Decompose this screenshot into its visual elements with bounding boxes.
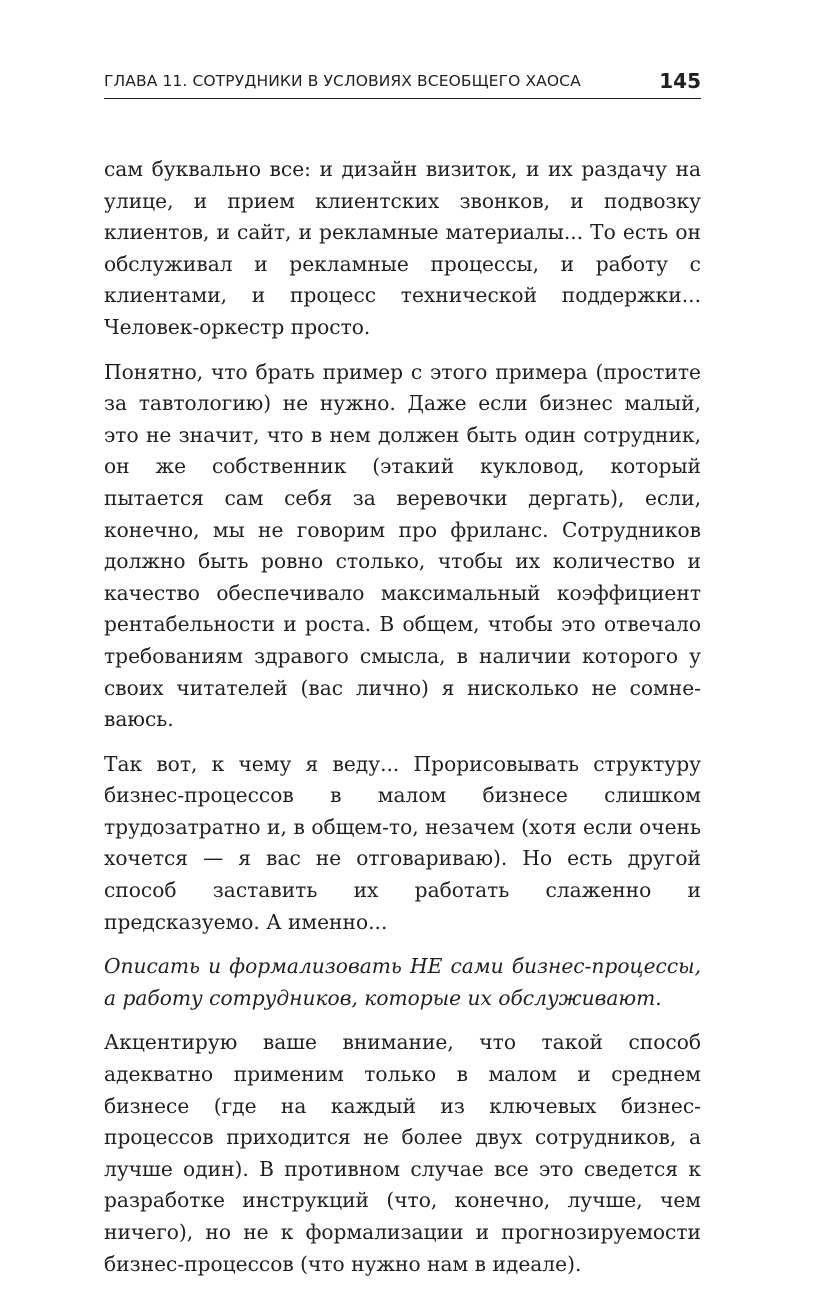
paragraph-3: Так вот, к чему я веду... Прорисовывать структуру бизнес-процессов в малом бизнесе слишком трудозатратно и, в общем-то, незачем (хотя если очень хочется — я вас не отговариваю). Но есть другой способ заставить их работать слаженно и предсказуемо. А именно...	[104, 751, 701, 934]
body-text	[104, 154, 701, 1293]
paragraph-2: Понятно, что брать пример с этого примера (простите за тавтологию) не нужно. Даже если бизнес малый, это не значит, что в нем должен быть один сотрудник, он же собственник (этакий кукловод, который пытается сам себя за веревочки дергать), если, конечно, мы не говорим про фриланс. Сотрудников должно быть ровно столько, чтобы их количество и качество обеспечивало максимальный коэффициент рентабельности и роста. В общем, чтобы это отвечало требованиям здравого смысла, в наличии которого у своих читателей (вас лично) я нисколько не сомневаюсь.	[104, 359, 701, 732]
paragraph-5: Акцентирую ваше внимание, что такой способ адекватно применим только в малом и среднем бизнесе (где на каждый из ключевых бизнес-процессов приходится не более двух сотрудников, а лучше один). В противном случае все это сведется к разработке инструкций (что, конечно, лучше, чем ничего), но не к формализации и прогнозируемости бизнес-процессов (что нужно нам в идеале).	[104, 1030, 701, 1276]
paragraph-1: сам буквально все: и дизайн визиток, и их раздачу на улице, и прием клиентских звонков, и подвозку клиентов, и сайт, и рекламные материалы... То есть он обслуживал и рекламные процессы, и работу с клиентами, и процесс технической поддержки... Человек-оркестр просто.	[104, 157, 701, 339]
running-header	[104, 70, 701, 99]
page-number: 145	[659, 69, 701, 93]
paragraph-4-emphasis: Описать и формализовать НЕ сами бизнес-процессы, а работу сотрудников, которые их обслуживают.	[104, 954, 701, 1010]
chapter-title: ГЛАВА 11. СОТРУДНИКИ В УСЛОВИЯХ ВСЕОБЩЕГО ХАОСА	[104, 72, 581, 90]
